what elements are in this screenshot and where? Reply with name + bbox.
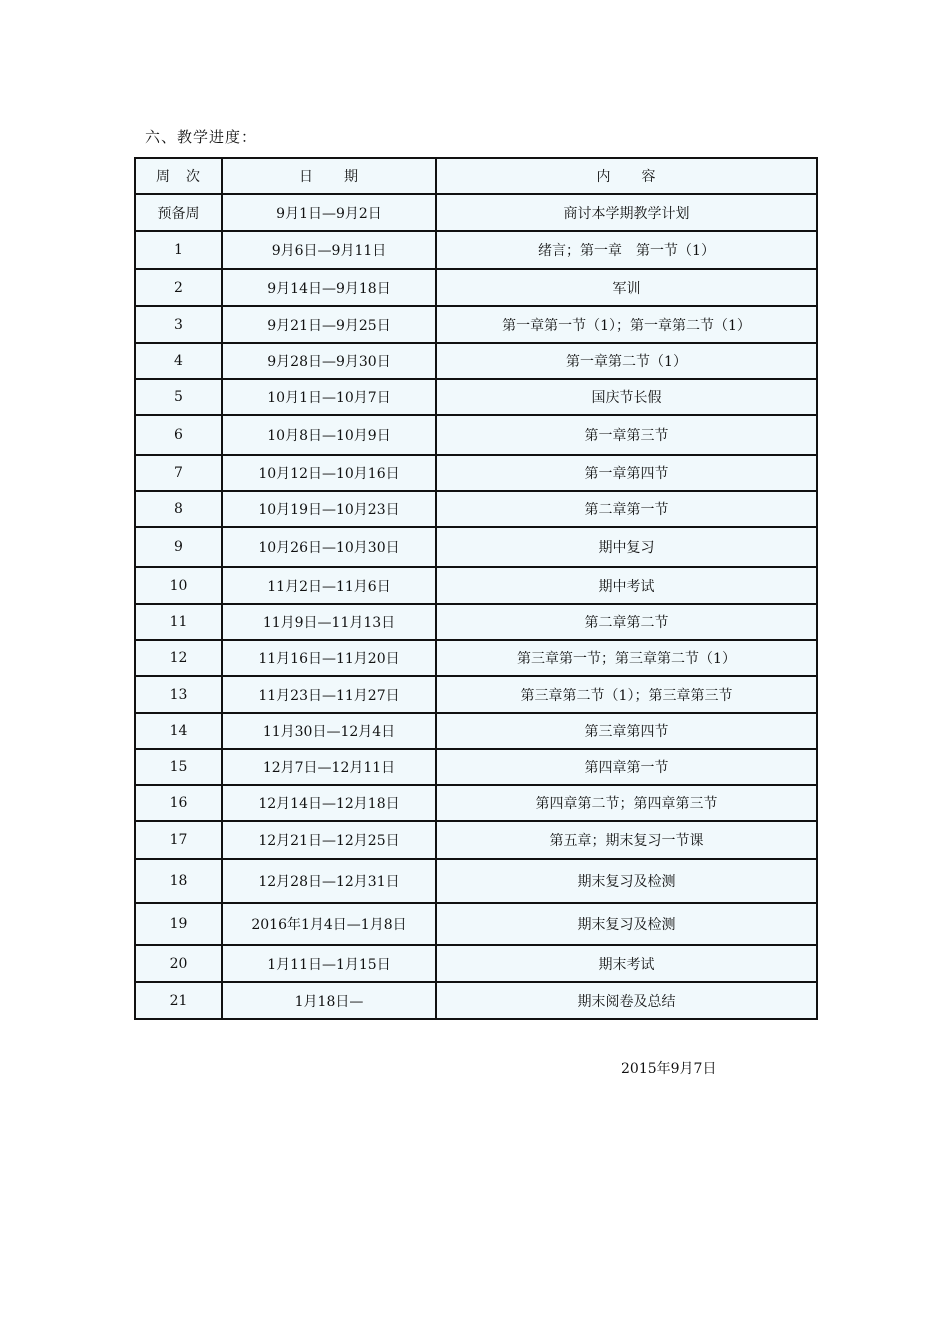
cell-content: 第一章第一节（1）；第一章第二节（1）: [436, 306, 817, 343]
table-row: [135, 859, 817, 903]
cell-date: 11月2日—11月6日: [222, 567, 436, 604]
cell-date: 9月28日—9月30日: [222, 343, 436, 379]
cell-week: 15: [135, 749, 222, 785]
cell-date: 11月23日—11月27日: [222, 676, 436, 713]
cell-date: 12月14日—12月18日: [222, 785, 436, 821]
document-date: 2015年9月7日: [621, 1061, 717, 1077]
cell-week: 19: [135, 903, 222, 945]
cell-content: 第一章第二节（1）: [436, 343, 817, 379]
header-content: 内 容: [436, 158, 817, 194]
cell-week: 4: [135, 343, 222, 379]
cell-content: 第二章第一节: [436, 491, 817, 527]
cell-date: 11月16日—11月20日: [222, 640, 436, 676]
cell-week: 7: [135, 455, 222, 491]
table-row: [135, 821, 817, 859]
table-row: [135, 604, 817, 640]
cell-content: 期末考试: [436, 945, 817, 982]
cell-week: 6: [135, 415, 222, 455]
cell-content: 第三章第二节（1）；第三章第三节: [436, 676, 817, 713]
table-body: [135, 194, 817, 1019]
cell-date: 9月6日—9月11日: [222, 231, 436, 269]
cell-date: 11月9日—11月13日: [222, 604, 436, 640]
table-row: [135, 231, 817, 269]
table-header-row: [135, 158, 817, 194]
table-row: [135, 379, 817, 415]
cell-content: 第一章第三节: [436, 415, 817, 455]
cell-content: 第四章第二节；第四章第三节: [436, 785, 817, 821]
cell-week: 10: [135, 567, 222, 604]
table-row: [135, 640, 817, 676]
cell-week: 18: [135, 859, 222, 903]
table-row: [135, 982, 817, 1019]
cell-date: 10月12日—10月16日: [222, 455, 436, 491]
cell-date: 1月18日—: [222, 982, 436, 1019]
table-row: [135, 343, 817, 379]
cell-content: 期中复习: [436, 527, 817, 567]
table-row: [135, 567, 817, 604]
table-row: [135, 785, 817, 821]
cell-week: 16: [135, 785, 222, 821]
table-row: [135, 903, 817, 945]
cell-content: 期末复习及检测: [436, 859, 817, 903]
cell-date: 9月1日—9月2日: [222, 194, 436, 231]
table-row: [135, 676, 817, 713]
cell-week: 17: [135, 821, 222, 859]
cell-content: 第三章第一节；第三章第二节（1）: [436, 640, 817, 676]
cell-date: 1月11日—1月15日: [222, 945, 436, 982]
cell-date: 2016年1月4日—1月8日: [222, 903, 436, 945]
section-heading: 六、教学进度：: [145, 128, 258, 146]
cell-date: 10月26日—10月30日: [222, 527, 436, 567]
table-row: [135, 749, 817, 785]
cell-week: 预备周: [135, 194, 222, 231]
table-row: [135, 491, 817, 527]
cell-date: 11月30日—12月4日: [222, 713, 436, 749]
cell-content: 期末阅卷及总结: [436, 982, 817, 1019]
cell-content: 第四章第一节: [436, 749, 817, 785]
cell-date: 10月19日—10月23日: [222, 491, 436, 527]
table-row: [135, 527, 817, 567]
cell-week: 5: [135, 379, 222, 415]
cell-week: 8: [135, 491, 222, 527]
cell-content: 第三章第四节: [436, 713, 817, 749]
cell-week: 13: [135, 676, 222, 713]
header-week: 周 次: [135, 158, 222, 194]
cell-content: 绪言；第一章 第一节（1）: [436, 231, 817, 269]
cell-content: 商讨本学期教学计划: [436, 194, 817, 231]
table-row: [135, 194, 817, 231]
cell-week: 1: [135, 231, 222, 269]
cell-week: 21: [135, 982, 222, 1019]
cell-date: 12月7日—12月11日: [222, 749, 436, 785]
cell-content: 军训: [436, 269, 817, 306]
table-row: [135, 455, 817, 491]
cell-content: 第一章第四节: [436, 455, 817, 491]
cell-date: 10月8日—10月9日: [222, 415, 436, 455]
table-row: [135, 415, 817, 455]
cell-week: 9: [135, 527, 222, 567]
cell-week: 12: [135, 640, 222, 676]
header-date: 日 期: [222, 158, 436, 194]
cell-date: 10月1日—10月7日: [222, 379, 436, 415]
teaching-schedule-table: [134, 157, 818, 1020]
table-row: [135, 306, 817, 343]
cell-week: 11: [135, 604, 222, 640]
cell-content: 第五章；期末复习一节课: [436, 821, 817, 859]
cell-week: 2: [135, 269, 222, 306]
table-row: [135, 269, 817, 306]
table-row: [135, 945, 817, 982]
cell-content: 第二章第二节: [436, 604, 817, 640]
cell-content: 国庆节长假: [436, 379, 817, 415]
cell-date: 9月14日—9月18日: [222, 269, 436, 306]
cell-content: 期末复习及检测: [436, 903, 817, 945]
cell-week: 20: [135, 945, 222, 982]
cell-week: 3: [135, 306, 222, 343]
cell-week: 14: [135, 713, 222, 749]
cell-date: 12月21日—12月25日: [222, 821, 436, 859]
table-row: [135, 713, 817, 749]
cell-date: 9月21日—9月25日: [222, 306, 436, 343]
cell-date: 12月28日—12月31日: [222, 859, 436, 903]
cell-content: 期中考试: [436, 567, 817, 604]
